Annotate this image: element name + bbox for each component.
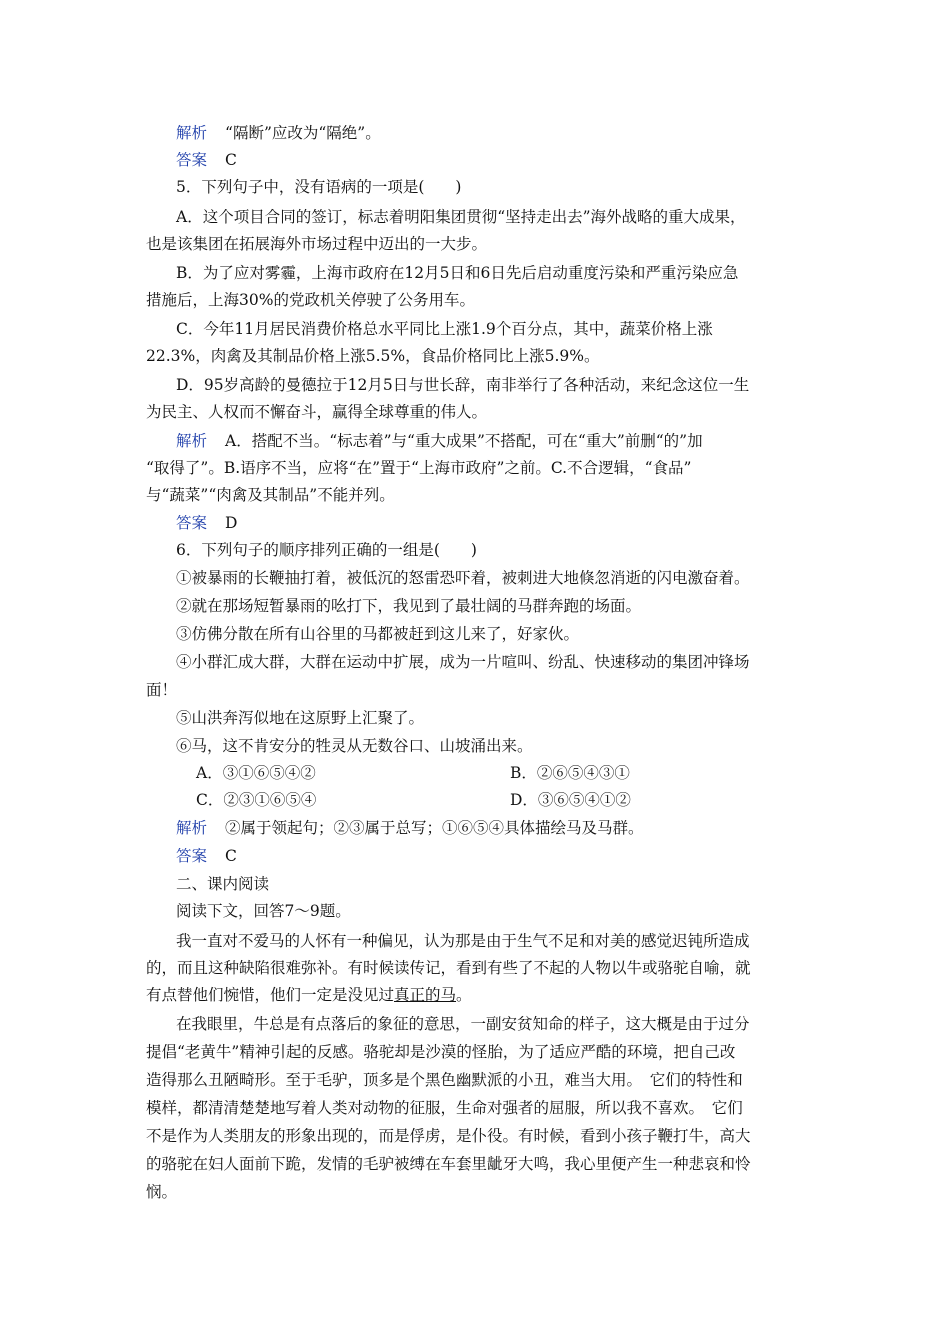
q6-sentence-4-line2: 面！: [146, 681, 178, 699]
q6-sentence-2: ②就在那场短暂暴雨的吆打下，我见到了最壮阔的马群奔跑的场面。: [176, 597, 642, 615]
q6-sentence-1: ①被暴雨的长鞭抽打着，被低沉的怒雷恐吓着，被刺进大地倏忽消逝的闪电激奋着。: [176, 569, 750, 587]
q4-analysis: 解析 “隔断”应改为“隔绝”。: [176, 124, 381, 142]
passage-p2-line1: 在我眼里，牛总是有点落后的象征的意思，一副安贫知命的样子，这大概是由于过分: [176, 1015, 750, 1033]
analysis-label: 解析: [176, 819, 208, 837]
q5-analysis-line3: 与“蔬菜”“肉禽及其制品”不能并列。: [146, 486, 395, 504]
q4-answer: 答案 C: [176, 151, 237, 169]
q6-sentence-6: ⑥马，这不肯安分的牲灵从无数谷口、山坡涌出来。: [176, 737, 533, 755]
q6-answer: 答案 C: [176, 847, 237, 865]
analysis-label: 解析: [176, 432, 208, 450]
underlined-phrase: 真正的马: [394, 986, 457, 1004]
answer-label: 答案: [176, 847, 208, 865]
answer-label: 答案: [176, 514, 208, 532]
passage-p2-line7: 悯。: [146, 1183, 178, 1201]
q5-option-b-line2: 措施后，上海30%的党政机关停驶了公务用车。: [146, 291, 475, 309]
q5-stem: 5．下列句子中，没有语病的一项是( ): [176, 178, 462, 196]
q5-option-a-line2: 也是该集团在拓展海外市场过程中迈出的一大步。: [146, 235, 488, 253]
q6-sentence-4-line1: ④小群汇成大群，大群在运动中扩展，成为一片喧叫、纷乱、快速移动的集团冲锋场: [176, 653, 750, 671]
q5-analysis-line2: “取得了”。B.语序不当，应将“在”置于“上海市政府”之前。C.不合逻辑，“食品”: [146, 459, 692, 477]
passage-p2-line4: 模样，都清清楚楚地写着人类对动物的征服，生命对强者的屈服，所以我不喜欢。 它们: [146, 1099, 743, 1117]
passage-p2-line5: 不是作为人类朋友的形象出现的，而是俘虏，是仆役。有时候，看到小孩子鞭打牛，高大: [146, 1127, 751, 1145]
q5-option-c-line2: 22.3%，肉禽及其制品价格上涨5.5%，食品价格同比上涨5.9%。: [146, 347, 600, 365]
answer-label: 答案: [176, 151, 208, 169]
q5-option-d-line1: D．95岁高龄的曼德拉于12月5日与世长辞，南非举行了各种活动，来纪念这位一生: [176, 376, 750, 394]
passage-p2-line6: 的骆驼在妇人面前下跪，发情的毛驴被缚在车套里龇牙大鸣，我心里便产生一种悲哀和怜: [146, 1155, 751, 1173]
q5-option-c-line1: C．今年11月居民消费价格总水平同比上涨1.9个百分点，其中，蔬菜价格上涨: [176, 320, 713, 338]
passage-p1-line1: 我一直对不爱马的人怀有一种偏见，认为那是由于生气不足和对美的感觉迟钝所造成: [176, 932, 750, 950]
passage-p1-line2: 的，而且这种缺陷很难弥补。有时候读传记，看到有些了不起的人物以牛或骆驼自喻，就: [146, 959, 751, 977]
passage-p1-line3: 有点替他们惋惜，他们一定是没见过真正的马。: [146, 986, 472, 1004]
q6-option-b: B．②⑥⑤④③①: [510, 764, 630, 782]
passage-p2-line3: 造得那么丑陋畸形。至于毛驴，顶多是个黑色幽默派的小丑，难当大用。 它们的特性和: [146, 1071, 743, 1089]
analysis-label: 解析: [176, 124, 208, 142]
q6-sentence-3: ③仿佛分散在所有山谷里的马都被赶到这儿来了，好家伙。: [176, 625, 580, 643]
q6-option-c: C．②③①⑥⑤④: [196, 791, 317, 809]
q6-stem: 6．下列句子的顺序排列正确的一组是( ): [176, 541, 477, 559]
q5-option-d-line2: 为民主、人权而不懈奋斗，赢得全球尊重的伟人。: [146, 403, 488, 421]
q6-sentence-5: ⑤山洪奔泻似地在这原野上汇聚了。: [176, 709, 425, 727]
passage-p2-line2: 提倡“老黄牛”精神引起的反感。骆驼却是沙漠的怪胎，为了适应严酷的环境，把自己改: [146, 1043, 736, 1061]
q6-analysis: 解析 ②属于领起句；②③属于总写；①⑥⑤④具体描绘马及马群。: [176, 819, 644, 837]
q5-option-a-line1: A．这个项目合同的签订，标志着明阳集团贯彻“坚持走出去”海外战略的重大成果，: [176, 208, 746, 226]
q5-analysis-line1: 解析 A．搭配不当。“标志着”与“重大成果”不搭配，可在“重大”前删“的”加: [176, 432, 703, 450]
q6-option-d: D．③⑥⑤④①②: [510, 791, 631, 809]
section-title: 二、课内阅读: [176, 875, 270, 893]
q5-option-b-line1: B．为了应对雾霾，上海市政府在12月5日和6日先后启动重度污染和严重污染应急: [176, 264, 739, 282]
q6-option-a: A．③①⑥⑤④②: [196, 764, 316, 782]
section-instruction: 阅读下文，回答7～9题。: [176, 902, 351, 920]
q5-answer: 答案 D: [176, 514, 238, 532]
